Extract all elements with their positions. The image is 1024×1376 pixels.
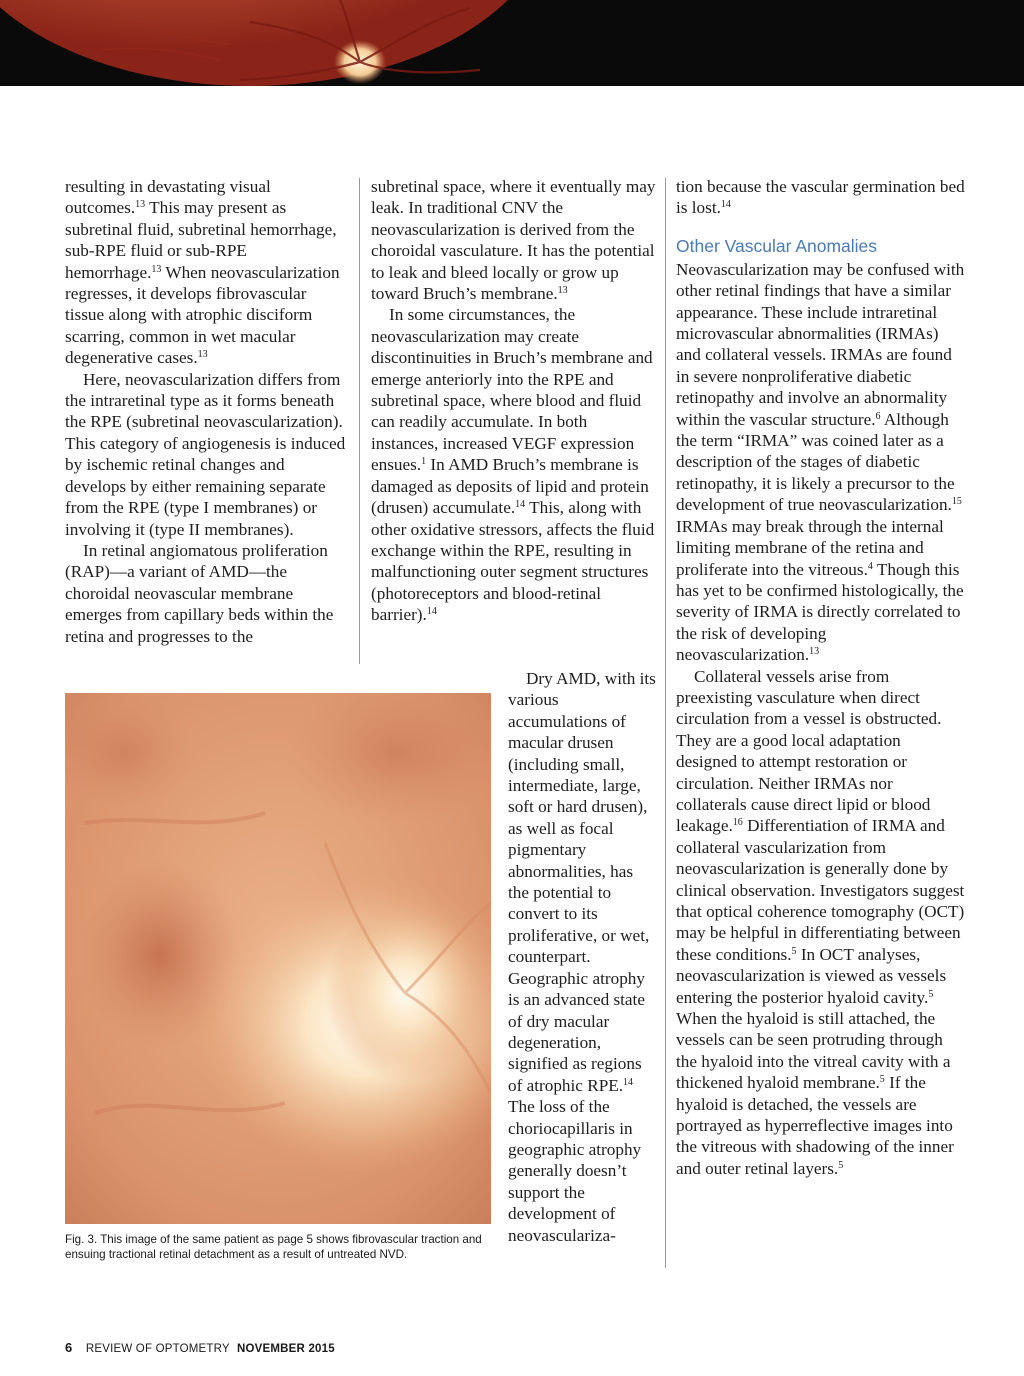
paragraph: Collateral vessels arise from preexisting vasculature when direct circulation from a vessel is obstructed. They are a good local adaptation designed to attempt restoration or circulation. Neither IRMAs nor collaterals cause direct lipid or blood leakage.$^{16}$ Differentiation of IRMA and collateral vascularization from neovascularization is generally done by clinical observation. Investigators suggest that optical coherence tomography (OCT) may be helpful in differentiating between these conditions.$^5$ In OCT analyses, neovascularization is viewed as vessels entering the posterior hyaloid cavity.$^5$ When the hyaloid is still attached, the vessels can be seen protruding through the hyaloid into the vitreal cavity with a thickened hyaloid membrane.$^5$ If the hyaloid is detached, the vessels are portrayed as hyperreflective images into the vitreous with shadowing of the inner and outer retinal layers.$^5$ <box>676 666 965 1178</box>
figure-3-fundus-photo <box>65 693 491 1224</box>
text-column-2-narrow <box>508 668 658 1246</box>
column-divider <box>359 178 360 664</box>
fundus-photo-banner <box>0 0 1024 86</box>
column-divider <box>665 178 666 1268</box>
paragraph: resulting in devastating visual outcomes.$^{13}$ This may present as subretinal fluid, subretinal hemorrhage, sub-RPE fluid or sub-RPE hemorrhage.$^{13}$ When neovascularization regresses, it develops fibrovascular tissue along with atrophic disciform scarring, common in wet macular degenerative cases.$^{13}$ <box>65 177 340 368</box>
page-number: 6 <box>65 1340 73 1355</box>
issue-date: NOVEMBER 2015 <box>237 1343 335 1355</box>
header-banner-image <box>0 0 1024 86</box>
paragraph: Neovascularization may be confused with other retinal findings that have a similar appearance. These include intraretinal microvascular abnormalities (IRMAs) and collateral vessels. IRMAs are found in severe nonproliferative diabetic retinopathy and involve an abnormality within the vascular structure.$^6$ Although the term “IRMA” was coined later as a description of the stages of diabetic retinopathy, it is likely a precursor to the development of true neovascularization.$^{15}$ IRMAs may break through the internal limiting membrane of the retina and proliferate into the vitreous.$^4$ Though this has yet to be confirmed histologically, the severity of IRMA is directly correlated to the risk of developing neovascularization.$^{13}$ <box>676 259 965 665</box>
paragraph: Dry AMD, with its various accumulations of macular drusen (including small, intermediate, large, soft or hard drusen), as well as focal pigmentary abnormalities, has the potential to convert to its proliferative, or wet, counterpart. Geographic atrophy is an advanced state of dry macular degeneration, signified as regions of atrophic RPE.$^{14}$ The loss of the choriocapillaris in geographic atrophy generally doesn’t support the development of neovasculariza- <box>508 669 656 1245</box>
figure-caption: Fig. 3. This image of the same patient as page 5 shows fibrovascular traction and ensuing tractional retinal detachment as a result of untreated NVD. <box>65 1233 482 1261</box>
text-column-3 <box>676 176 966 1179</box>
publication-name: REVIEW OF OPTOMETRY <box>85 1343 230 1355</box>
paragraph: In retinal angiomatous proliferation (RAP)—a variant of AMD—the choroidal neovascular membrane emerges from capillary beds within the retina and progresses to the <box>65 540 334 646</box>
paragraph: tion because the vascular germination bed is lost.$^{14}$ <box>676 177 965 218</box>
text-column-1 <box>65 176 347 647</box>
page-footer <box>65 1340 335 1355</box>
paragraph: subretinal space, where it eventually may leak. In traditional CNV the neovascularization is derived from the choroidal vasculature. It has the potential to leak and bleed locally or grow up toward Bruch’s membrane.$^{13}$ <box>371 177 656 304</box>
paragraph: In some circumstances, the neovascularization may create discontinuities in Bruch’s membrane and emerge anteriorly into the RPE and subretinal space, where blood and fluid can readily accumulate. In both instances, increased VEGF expression ensues.$^1$ In AMD Bruch’s membrane is damaged as deposits of lipid and protein (drusen) accumulate.$^{14}$ This, along with other oxidative stressors, affects the fluid exchange within the RPE, resulting in malfunctioning outer segment structures (photoreceptors and blood-retinal barrier).$^{14}$ <box>371 305 655 625</box>
section-subheading: Other Vascular Anomalies <box>676 235 878 256</box>
text-column-2 <box>371 176 657 626</box>
fundus-photo <box>65 693 491 1224</box>
paragraph: Here, neovascularization differs from the intraretinal type as it forms beneath the RPE (subretinal neovascularization). This category of angiogenesis is induced by ischemic retinal changes and develops by either remaining separate from the RPE (type I membranes) or involving it (type II membranes). <box>65 369 346 539</box>
